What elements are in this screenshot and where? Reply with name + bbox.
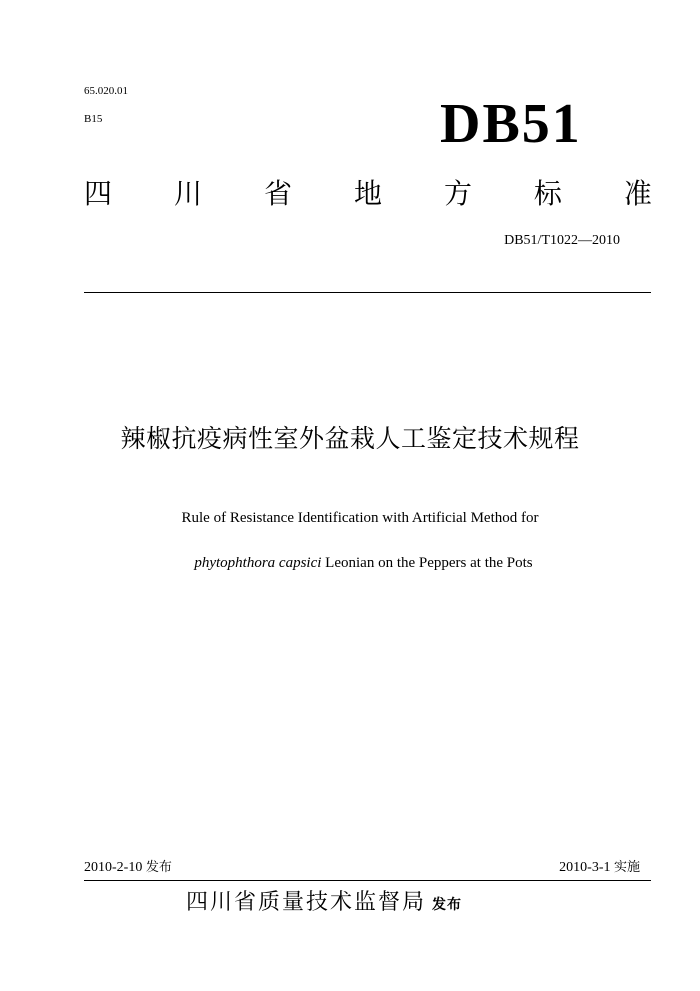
ccs-code: B15 bbox=[84, 113, 103, 125]
title-english-line1: Rule of Resistance Identification with Artificial Method for bbox=[181, 510, 539, 526]
standard-type-char: 四 bbox=[84, 177, 113, 210]
issue-label: 发布 bbox=[145, 860, 172, 875]
title-chinese: 辣椒抗疫病性室外盆栽人工鉴定技术规程 bbox=[120, 424, 580, 453]
issuer-suffix: 发布 bbox=[432, 897, 463, 913]
standard-type-char: 准 bbox=[623, 177, 652, 210]
top-divider bbox=[84, 292, 651, 293]
standard-type-char: 标 bbox=[533, 177, 562, 210]
title-english-rest: Leonian on the Peppers at the Pots bbox=[321, 555, 533, 571]
implementation-date bbox=[559, 856, 640, 876]
standard-number: DB51/T1022—2010 bbox=[504, 233, 620, 248]
implementation-date-value: 2010-3-1 bbox=[559, 860, 611, 875]
ics-code: 65.020.01 bbox=[84, 85, 128, 97]
standard-type-char: 川 bbox=[173, 177, 202, 210]
title-english-italic: phytophthora capsici bbox=[194, 555, 322, 571]
issuer-name: 四川省质量技术监督局 bbox=[186, 890, 427, 915]
issuer bbox=[186, 890, 462, 916]
standard-type-char: 方 bbox=[443, 177, 472, 210]
implementation-label: 实施 bbox=[613, 860, 640, 875]
standard-type-char: 地 bbox=[353, 177, 382, 210]
issue-date bbox=[84, 856, 172, 876]
title-english-line2 bbox=[0, 555, 700, 572]
issue-date-value: 2010-2-10 bbox=[84, 860, 143, 875]
standard-code: DB51 bbox=[440, 93, 582, 155]
standard-type bbox=[84, 177, 652, 210]
bottom-divider bbox=[84, 880, 651, 881]
standard-type-char: 省 bbox=[263, 177, 292, 210]
